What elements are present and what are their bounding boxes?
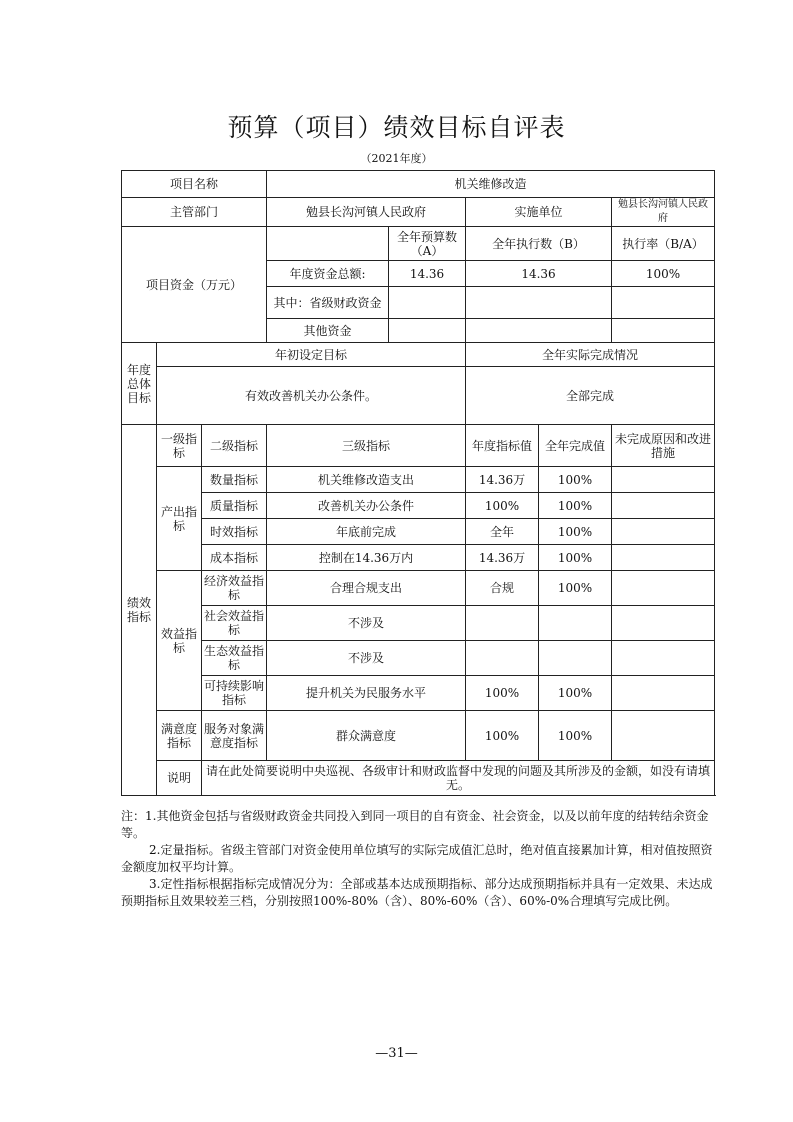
perf-level3: 不涉及 <box>267 606 466 641</box>
perf-level2: 经济效益指标 <box>202 571 267 606</box>
perf-actual: 100% <box>539 571 612 606</box>
perf-reason <box>612 519 715 545</box>
perf-row <box>122 519 715 545</box>
perf-group-name: 效益指标 <box>157 571 202 711</box>
perf-actual <box>539 606 612 641</box>
perf-level3: 提升机关为民服务水平 <box>267 676 466 711</box>
overall-content-row <box>122 367 715 425</box>
perf-level2: 数量指标 <box>202 467 267 493</box>
remark-text: 请在此处简要说明中央巡视、各级审计和财政监督中发现的问题及其所涉及的金额，如没有请填无。 <box>202 761 715 796</box>
perf-reason <box>612 641 715 676</box>
remark-label: 说明 <box>157 761 202 796</box>
funds-other-rate <box>612 319 715 343</box>
perf-group-name: 产出指标 <box>157 467 202 571</box>
funds-header-row <box>122 227 715 261</box>
perf-row <box>122 606 715 641</box>
perf-header-level2: 二级指标 <box>202 425 267 467</box>
perf-actual: 100% <box>539 493 612 519</box>
funds-label: 项目资金（万元） <box>122 227 267 343</box>
perf-header-reason: 未完成原因和改进措施 <box>612 425 715 467</box>
perf-header-level1: 一级指标 <box>157 425 202 467</box>
overall-set-label: 年初设定目标 <box>157 343 466 367</box>
perf-actual: 100% <box>539 676 612 711</box>
perf-level2: 社会效益指标 <box>202 606 267 641</box>
perf-reason <box>612 571 715 606</box>
performance-table <box>121 170 715 796</box>
perf-reason <box>612 467 715 493</box>
unit-value: 勉县长沟河镇人民政府 <box>612 198 715 227</box>
footnotes <box>121 808 717 910</box>
perf-label: 绩效指标 <box>122 425 157 796</box>
perf-level3: 不涉及 <box>267 641 466 676</box>
funds-provincial-budget <box>389 287 466 319</box>
perf-level3: 改善机关办公条件 <box>267 493 466 519</box>
footnote-1: 注：1.其他资金包括与省级财政资金共同投入到同一项目的自有资金、社会资金，以及以前年度的结转结余资金等。 <box>121 809 709 840</box>
dept-value: 勉县长沟河镇人民政府 <box>267 198 466 227</box>
funds-total-budget: 14.36 <box>389 261 466 287</box>
perf-level3: 年底前完成 <box>267 519 466 545</box>
perf-reason <box>612 606 715 641</box>
funds-provincial-exec <box>466 287 612 319</box>
perf-actual: 100% <box>539 545 612 571</box>
overall-done-label: 全年实际完成情况 <box>466 343 715 367</box>
perf-header-target: 年度指标值 <box>466 425 539 467</box>
unit-label: 实施单位 <box>466 198 612 227</box>
page-number: —31— <box>375 1046 418 1061</box>
perf-header-level3: 三级指标 <box>267 425 466 467</box>
perf-target: 100% <box>466 711 539 761</box>
funds-col-exec: 全年执行数（B） <box>466 227 612 261</box>
overall-set-text: 有效改善机关办公条件。 <box>157 367 466 425</box>
perf-row <box>122 676 715 711</box>
perf-target: 全年 <box>466 519 539 545</box>
perf-level2: 时效指标 <box>202 519 267 545</box>
perf-level2: 可持续影响指标 <box>202 676 267 711</box>
footnote-2: 2.定量指标。省级主管部门对资金使用单位填写的实际完成值汇总时，绝对值直接累加计算，相对值按照资金额度加权平均计算。 <box>121 843 713 874</box>
funds-other-exec <box>466 319 612 343</box>
perf-row <box>122 571 715 606</box>
perf-level3: 群众满意度 <box>267 711 466 761</box>
perf-target: 合规 <box>466 571 539 606</box>
perf-target: 14.36万 <box>466 467 539 493</box>
overall-header-row <box>122 343 715 367</box>
perf-target: 100% <box>466 676 539 711</box>
perf-level3: 合理合规支出 <box>267 571 466 606</box>
footnote-3: 3.定性指标根据指标完成情况分为：全部或基本达成预期指标、部分达成预期指标并具有一定效果、未达成预期指标且效果较差三档，分别按照100%-80%（含）、80%-60%（含）、60%-0%合理填写完成比例。 <box>121 877 713 908</box>
perf-row <box>122 545 715 571</box>
perf-target: 14.36万 <box>466 545 539 571</box>
perf-target <box>466 606 539 641</box>
project-name-label: 项目名称 <box>122 171 267 198</box>
perf-reason <box>612 711 715 761</box>
perf-group-name: 满意度指标 <box>157 711 202 761</box>
funds-provincial-rate <box>612 287 715 319</box>
funds-col-budget: 全年预算数（A） <box>389 227 466 261</box>
perf-reason <box>612 676 715 711</box>
page-title: 预算（项目）绩效目标自评表 <box>227 113 566 142</box>
perf-level3: 机关维修改造支出 <box>267 467 466 493</box>
perf-header-actual: 全年完成值 <box>539 425 612 467</box>
perf-target: 100% <box>466 493 539 519</box>
perf-row <box>122 711 715 761</box>
funds-other-budget <box>389 319 466 343</box>
perf-actual <box>539 641 612 676</box>
funds-blank-cell <box>267 227 389 261</box>
perf-level3: 控制在14.36万内 <box>267 545 466 571</box>
report-year: （2021年度） <box>360 152 433 165</box>
project-name-value: 机关维修改造 <box>267 171 715 198</box>
perf-reason <box>612 493 715 519</box>
funds-other-label: 其他资金 <box>267 319 389 343</box>
funds-total-exec: 14.36 <box>466 261 612 287</box>
perf-reason <box>612 545 715 571</box>
funds-col-rate: 执行率（B/A） <box>612 227 715 261</box>
department-row <box>122 198 715 227</box>
perf-header-row <box>122 425 715 467</box>
funds-provincial-label: 其中：省级财政资金 <box>267 287 389 319</box>
perf-actual: 100% <box>539 711 612 761</box>
funds-total-rate: 100% <box>612 261 715 287</box>
perf-actual: 100% <box>539 519 612 545</box>
remark-row <box>122 761 715 796</box>
funds-total-label: 年度资金总额: <box>267 261 389 287</box>
dept-label: 主管部门 <box>122 198 267 227</box>
overall-label: 年度总体目标 <box>122 343 157 425</box>
perf-target <box>466 641 539 676</box>
perf-level2: 成本指标 <box>202 545 267 571</box>
project-name-row <box>122 171 715 198</box>
perf-row <box>122 493 715 519</box>
perf-level2: 服务对象满意度指标 <box>202 711 267 761</box>
overall-done-text: 全部完成 <box>466 367 715 425</box>
perf-row <box>122 641 715 676</box>
perf-level2: 质量指标 <box>202 493 267 519</box>
perf-level2: 生态效益指标 <box>202 641 267 676</box>
perf-row <box>122 467 715 493</box>
perf-actual: 100% <box>539 467 612 493</box>
